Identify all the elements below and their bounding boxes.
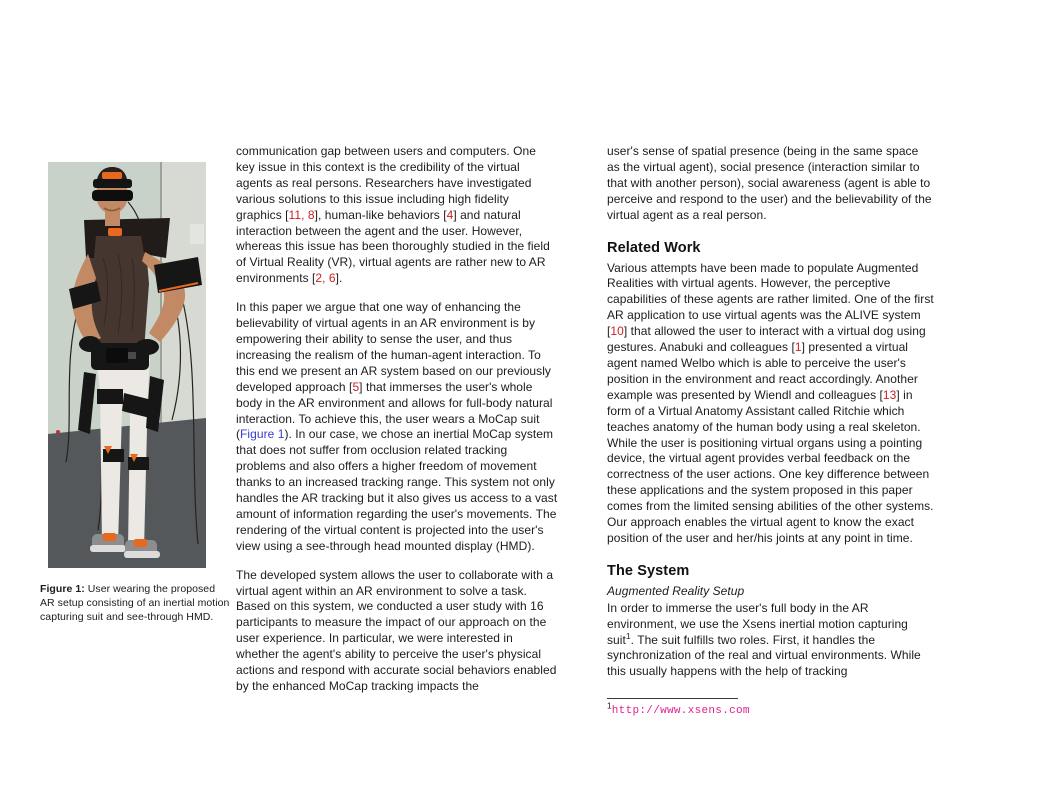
paragraph-presence-measures [607, 144, 934, 224]
citation-link[interactable]: 5 [352, 379, 360, 394]
citation-link[interactable]: 11, 8 [288, 207, 315, 222]
hmd-band [93, 179, 132, 188]
section-heading-related-work: Related Work [607, 239, 701, 256]
harness-label [108, 228, 122, 236]
text-segment: ] that immerses the user's whole body in the AR environment and allows for full-body natural interaction. To achieve this, the user wears a MoCap suit ( [236, 379, 553, 442]
text-segment: user's sense of spatial presence (being in the same space as the virtual agent), social presence (interaction similar to that with another person), social awareness (agent is able to perceive and respond to the user) and the believability of the virtual agent as a real person. [607, 144, 932, 222]
figure-reference-link[interactable]: Figure 1 [240, 427, 285, 442]
belt-device [106, 348, 128, 363]
text-segment: ] that allowed the user to interact with a virtual dog using gestures. Anabuki and colleagues [ [607, 324, 926, 355]
text-segment: In order to immerse the user's full body in the AR environment, we use the Xsens inertial motion capturing suit [607, 600, 908, 647]
wall-box [190, 224, 204, 244]
figure-1-photo [48, 162, 206, 568]
figure-caption-label: Figure 1: [40, 583, 85, 595]
hmd-visor [92, 190, 133, 201]
section-heading-the-system: The System [607, 562, 690, 579]
red-marker-dot [56, 430, 60, 434]
belt-clip [128, 352, 136, 359]
text-segment: ] in form of a Virtual Anatomy Assistant called Ritchie which teaches anatomy of the human body using a real skeleton. While the user is positioning virtual organs using a pointing device, the virtual agent provides verbal feedback on the correctness of the user actions. One key difference between these applications and the system proposed in this paper comes from the limited sensing abilities of the other systems. Our approach enables the virtual agent to know the exact position of the user and her/his joints at any point in time. [607, 387, 934, 545]
subsection-heading-ar-setup: Augmented Reality Setup [607, 583, 745, 598]
paragraph-intro-credibility [236, 144, 558, 287]
column-middle [236, 144, 558, 708]
paragraph-user-study [236, 568, 558, 695]
figure-caption-text: User wearing the proposed AR setup consisting of an inertial motion capturing suit and see-through HMD. [40, 583, 230, 623]
footnote-marker: 1 [607, 700, 612, 711]
text-segment: In this paper we argue that one way of enhancing the believability of virtual agents in an AR environment is by empowering their ability to sense the user, and thus increasing the realism of the human-agent interaction. To this end we present an AR system based on our previously developed approach [ [236, 300, 551, 394]
footnote-text [607, 700, 934, 720]
text-segment: The developed system allows the user to collaborate with a virtual agent within an AR environment to solve a task. Based on this system, we conducted a user study with 16 participants to measure the impact of our approach on the user experience. In particular, we were interested in whether the agent's ability to perceive the user's physical actions and respond with accurate social behaviors enabled by the enhanced MoCap tracking impacts the [236, 567, 557, 693]
text-segment: communication gap between users and computers. One key issue in this context is the credibility of the virtual agents as real persons. Researchers have investigated various solutions to this issue including high fidelity graphics [ [236, 144, 536, 222]
text-segment: ). In our case, we chose an inertial MoCap system that does not suffer from occlusion related tracking problems and also offers a higher freedom of movement thanks to an increased tracking range. This system not only handles the AR tracking but it also gives us access to a vast amount of information regarding the user's movements. The rendering of the virtual content is projected into the user's view using a see-through head mounted display (HMD). [236, 427, 558, 553]
text-segment: ] presented a virtual agent named Welbo which is able to perceive the user's position in the environment and react accordingly. Another example was presented by Wiendl and colleagues [ [607, 340, 918, 402]
text-segment: . The suit fulfills two roles. First, it handles the synchronization of the real and virtual environments. While this usually happens with the help of tracking [607, 632, 921, 679]
hmd-label [102, 172, 122, 179]
paragraph-ar-setup [607, 601, 934, 681]
citation-link[interactable]: 10 [610, 324, 624, 339]
figure-1-caption [40, 583, 232, 625]
footnote-rule [607, 698, 738, 699]
footnote-ref-superscript: 1 [625, 630, 631, 641]
footnote-url-link[interactable]: http://www.xsens.com [611, 705, 750, 718]
footnote [607, 698, 934, 720]
column-right [607, 144, 934, 720]
text-segment: ], human-like behaviors [ [314, 207, 447, 222]
text-segment: ] and natural interaction between the agent and the user. However, whereas this issue has been thoroughly studied in the field of Virtual Reality (VR), virtual agents are rather new to AR environments [ [236, 207, 550, 286]
citation-link[interactable]: 4 [446, 207, 454, 222]
citation-link[interactable]: 13 [882, 387, 897, 402]
paragraph-paper-argument [236, 300, 558, 555]
paragraph-related-work [607, 261, 934, 547]
citation-link[interactable]: 1 [794, 340, 802, 355]
text-segment: ]. [335, 271, 343, 286]
citation-link[interactable]: 2, 6 [315, 271, 336, 286]
text-segment: Various attempts have been made to populate Augmented Realities with virtual agents. However, the perceptive capabilities of these agents are rather limited. One of the first AR application to use virtual agents was the ALIVE system [ [607, 260, 934, 339]
